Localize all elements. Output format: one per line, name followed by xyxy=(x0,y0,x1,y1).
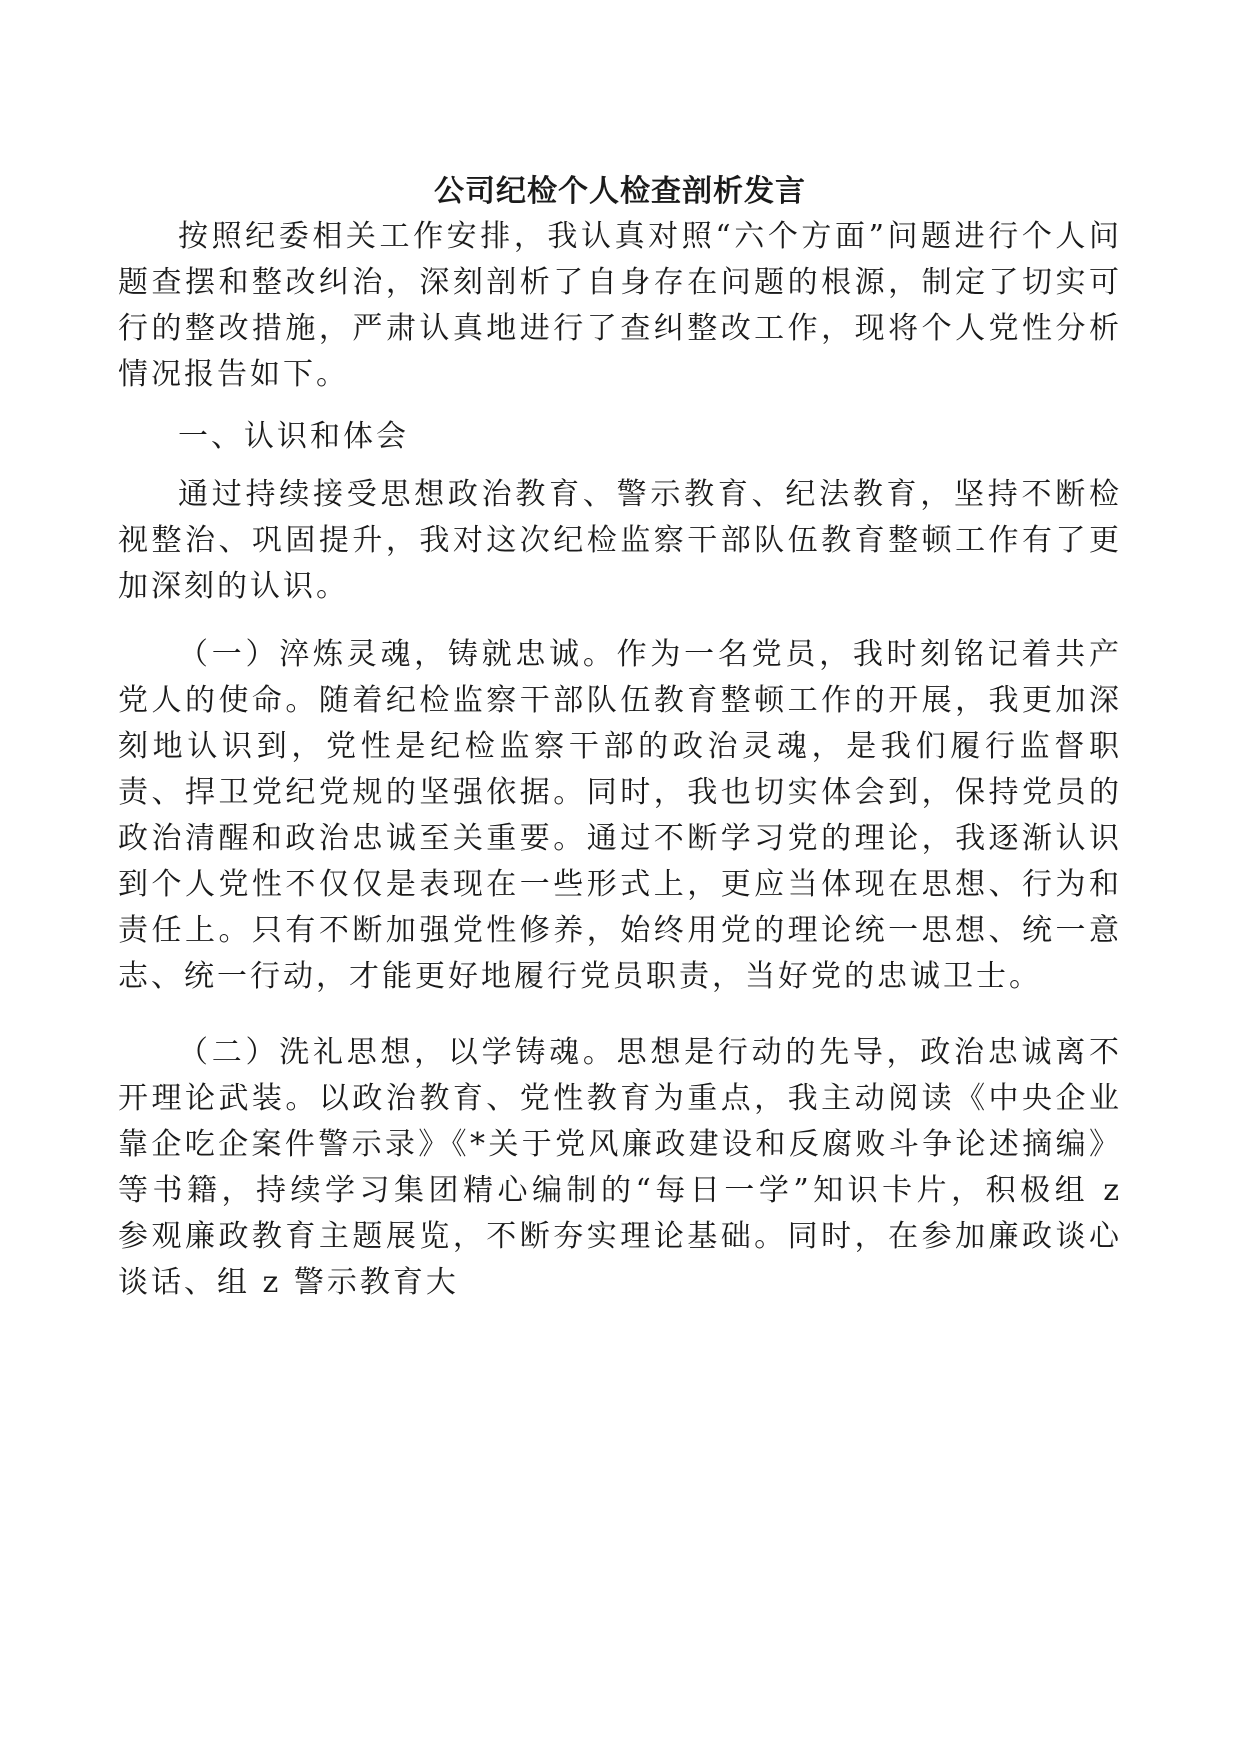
section-1-intro-paragraph: 通过持续接受思想政治教育、警示教育、纪法教育，坚持不断检视整治、巩固提升，我对这次纪检监察干部队伍教育整顿工作有了更加深刻的认识。 xyxy=(118,477,1122,604)
document-title: 公司纪检个人检查剖析发言 xyxy=(434,174,806,209)
point-1-paragraph: （一）淬炼灵魂，铸就忠诚。作为一名党员，我时刻铭记着共产党人的使命。随着纪检监察干部队伍教育整顿工作的开展，我更加深刻地认识到，党性是纪检监察干部的政治灵魂，是我们履行监督职责、捍卫党纪党规的坚强依据。同时，我也切实体会到，保持党员的政治清醒和政治忠诚至关重要。通过不断学习党的理论，我逐渐认识到个人党性不仅仅是表现在一些形式上，更应当体现在思想、行为和责任上。只有不断加强党性修养，始终用党的理论统一思想、统一意志、统一行动，才能更好地履行党员职责，当好党的忠诚卫士。 xyxy=(118,637,1122,994)
intro-paragraph: 按照纪委相关工作安排，我认真对照“六个方面”问题进行个人问题查摆和整改纠治，深刻剖析了自身存在问题的根源，制定了切实可行的整改措施，严肃认真地进行了查纠整改工作，现将个人党性分析情况报告如下。 xyxy=(118,219,1122,392)
section-heading-1: 一、认识和体会 xyxy=(178,419,409,454)
point-2-paragraph: （二）洗礼思想，以学铸魂。思想是行动的先导，政治忠诚离不开理论武装。以政治教育、党性教育为重点，我主动阅读《中央企业靠企吃企案件警示录》《*关于党风廉政建设和反腐败斗争论述摘编》等书籍，持续学习集团精心编制的“每日一学”知识卡片，积极组 z 参观廉政教育主题展览，不断夯实理论基础。同时，在参加廉政谈心谈话、组 z 警示教育大 xyxy=(118,1035,1122,1300)
